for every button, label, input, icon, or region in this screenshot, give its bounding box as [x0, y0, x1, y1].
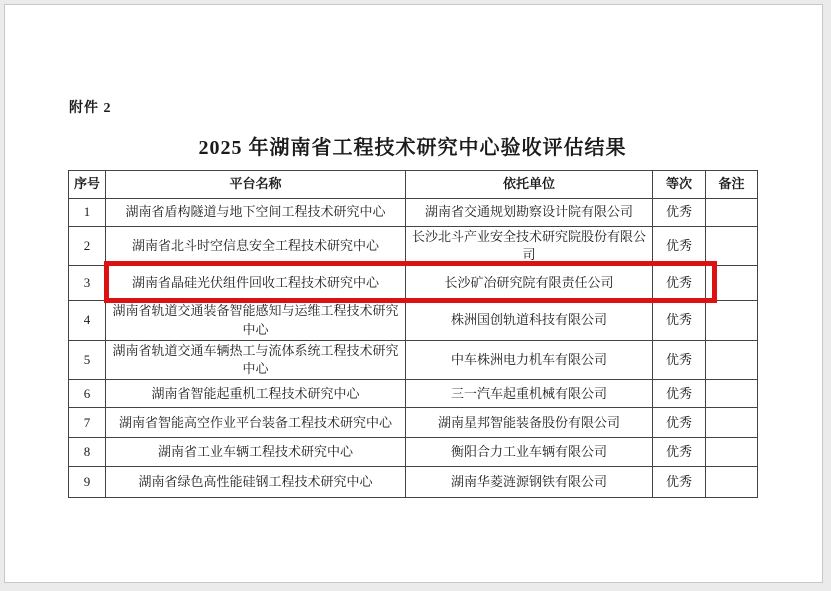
column-header-organization: 依托单位 — [406, 171, 653, 199]
table-row — [69, 380, 758, 408]
results-table — [68, 170, 758, 498]
cell-remark — [706, 266, 758, 301]
cell-remark — [706, 227, 758, 266]
cell-remark — [706, 380, 758, 408]
cell-grade: 优秀 — [653, 266, 706, 301]
cell-remark — [706, 467, 758, 498]
attachment-label: 附件 2 — [69, 101, 112, 116]
cell-grade: 优秀 — [653, 301, 706, 340]
results-table-container — [68, 170, 757, 498]
cell-no: 8 — [69, 438, 106, 467]
cell-organization: 中车株洲电力机车有限公司 — [406, 340, 653, 379]
table-row — [69, 467, 758, 498]
cell-grade: 优秀 — [653, 199, 706, 227]
cell-no: 4 — [69, 301, 106, 340]
cell-platform: 湖南省绿色高性能硅钢工程技术研究中心 — [106, 467, 406, 498]
cell-platform: 湖南省轨道交通车辆热工与流体系统工程技术研究中心 — [106, 340, 406, 379]
cell-platform: 湖南省工业车辆工程技术研究中心 — [106, 438, 406, 467]
cell-organization: 株洲国创轨道科技有限公司 — [406, 301, 653, 340]
cell-no: 1 — [69, 199, 106, 227]
cell-platform: 湖南省晶硅光伏组件回收工程技术研究中心 — [106, 266, 406, 301]
cell-remark — [706, 301, 758, 340]
cell-grade: 优秀 — [653, 408, 706, 438]
cell-grade: 优秀 — [653, 340, 706, 379]
cell-grade: 优秀 — [653, 380, 706, 408]
column-header-no: 序号 — [69, 171, 106, 199]
cell-no: 2 — [69, 227, 106, 266]
cell-no: 9 — [69, 467, 106, 498]
cell-platform: 湖南省智能起重机工程技术研究中心 — [106, 380, 406, 408]
cell-no: 3 — [69, 266, 106, 301]
table-row-highlighted — [69, 266, 758, 301]
table-row — [69, 227, 758, 266]
cell-platform: 湖南省盾构隧道与地下空间工程技术研究中心 — [106, 199, 406, 227]
cell-remark — [706, 438, 758, 467]
cell-platform: 湖南省轨道交通装备智能感知与运维工程技术研究中心 — [106, 301, 406, 340]
cell-organization: 衡阳合力工业车辆有限公司 — [406, 438, 653, 467]
cell-platform: 湖南省智能高空作业平台装备工程技术研究中心 — [106, 408, 406, 438]
table-row — [69, 408, 758, 438]
table-header-row — [69, 171, 758, 199]
document-page — [4, 4, 823, 583]
cell-organization: 三一汽车起重机械有限公司 — [406, 380, 653, 408]
cell-grade: 优秀 — [653, 467, 706, 498]
column-header-grade: 等次 — [653, 171, 706, 199]
cell-organization: 长沙北斗产业安全技术研究院股份有限公司 — [406, 227, 653, 266]
cell-organization: 湖南星邦智能装备股份有限公司 — [406, 408, 653, 438]
cell-no: 7 — [69, 408, 106, 438]
cell-grade: 优秀 — [653, 438, 706, 467]
cell-remark — [706, 199, 758, 227]
cell-grade: 优秀 — [653, 227, 706, 266]
table-row — [69, 340, 758, 379]
cell-organization: 长沙矿冶研究院有限责任公司 — [406, 266, 653, 301]
cell-no: 5 — [69, 340, 106, 379]
cell-organization: 湖南华菱涟源钢铁有限公司 — [406, 467, 653, 498]
cell-organization: 湖南省交通规划勘察设计院有限公司 — [406, 199, 653, 227]
table-row — [69, 301, 758, 340]
cell-remark — [706, 408, 758, 438]
table-row — [69, 438, 758, 467]
cell-platform: 湖南省北斗时空信息安全工程技术研究中心 — [106, 227, 406, 266]
table-row — [69, 199, 758, 227]
cell-remark — [706, 340, 758, 379]
cell-no: 6 — [69, 380, 106, 408]
page-title: 2025 年湖南省工程技术研究中心验收评估结果 — [198, 137, 627, 159]
column-header-remark: 备注 — [706, 171, 758, 199]
column-header-platform: 平台名称 — [106, 171, 406, 199]
